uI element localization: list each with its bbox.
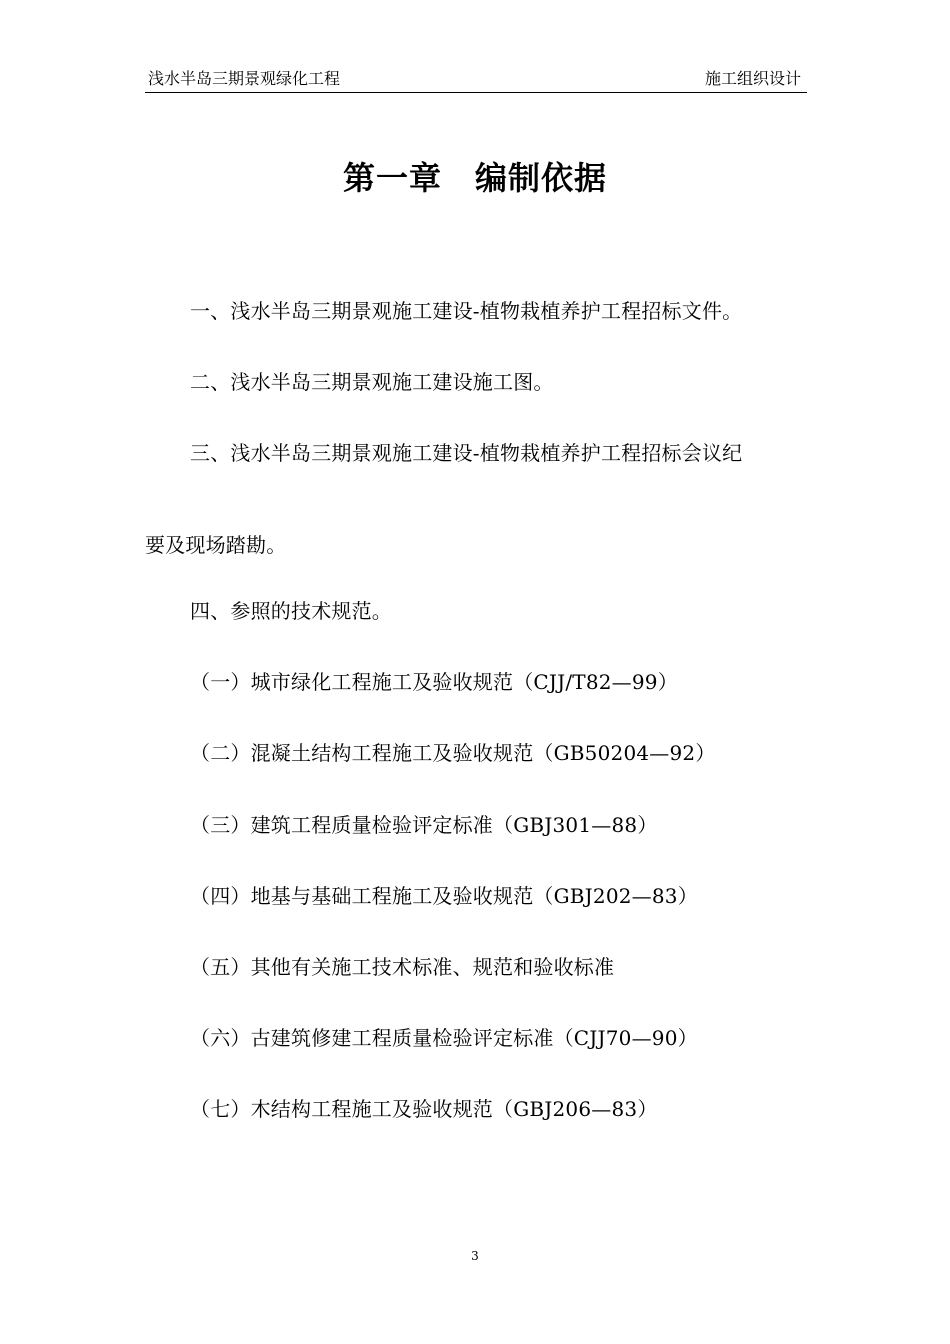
- standard-item-4: （四）地基与基础工程施工及验收规范（GBJ202—83）: [190, 884, 698, 908]
- basis-item-3: 三、浅水半岛三期景观施工建设-植物栽植养护工程招标会议纪: [190, 441, 743, 465]
- standard-item-6: （六）古建筑修建工程质量检验评定标准（CJJ70—90）: [190, 1026, 698, 1050]
- standard-item-5: （五）其他有关施工技术标准、规范和验收标准: [190, 955, 615, 979]
- page-header: [145, 66, 807, 93]
- page-number: 3: [471, 1249, 479, 1263]
- basis-item-2: 二、浅水半岛三期景观施工建设施工图。: [190, 370, 554, 394]
- header-project-name: 浅水半岛三期景观绿化工程: [148, 69, 341, 88]
- basis-item-4: 四、参照的技术规范。: [190, 599, 392, 623]
- chapter-title: 第一章 编制依据: [342, 159, 607, 197]
- standard-item-7: （七）木结构工程施工及验收规范（GBJ206—83）: [190, 1097, 658, 1121]
- header-document-type: 施工组织设计: [704, 69, 801, 88]
- standard-item-1: （一）城市绿化工程施工及验收规范（CJJ/T82—99）: [190, 670, 678, 694]
- basis-item-3-continued: 要及现场踏勘。: [145, 533, 287, 557]
- basis-item-1: 一、浅水半岛三期景观施工建设-植物栽植养护工程招标文件。: [190, 299, 743, 323]
- standard-item-3: （三）建筑工程质量检验评定标准（GBJ301—88）: [190, 813, 658, 837]
- standard-item-2: （二）混凝土结构工程施工及验收规范（GB50204—92）: [190, 741, 716, 765]
